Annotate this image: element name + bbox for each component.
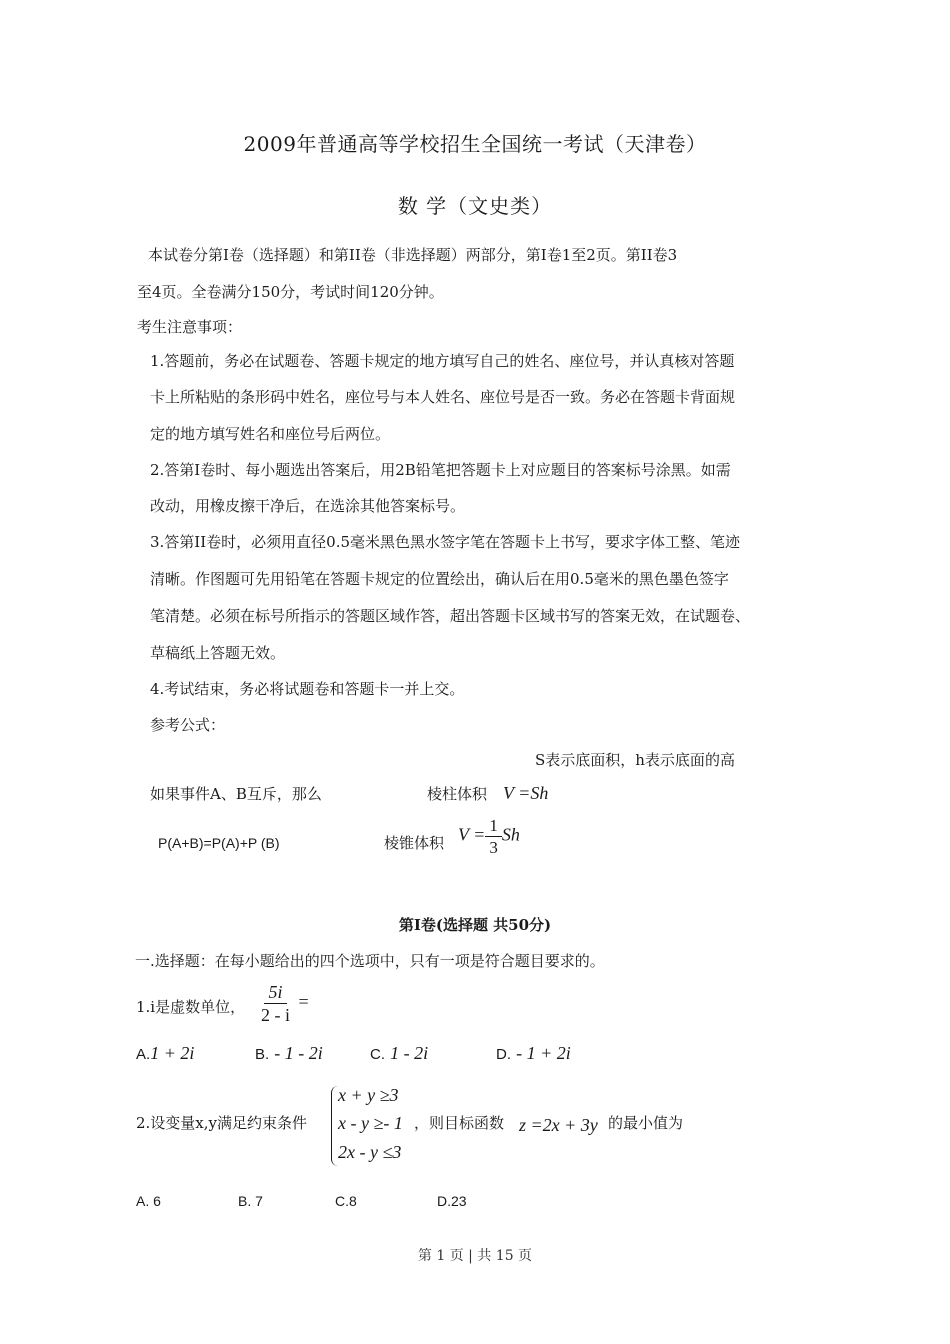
prism-label: 棱柱体积 (427, 785, 488, 803)
q2-constraint-1: x + y ≥3 (338, 1085, 399, 1105)
q2-stem: 2.设变量x,y满足约束条件 (136, 1114, 308, 1132)
mutex-formula: P(A+B)=P(A)+P (B) (158, 835, 280, 851)
q2-constraint-3: 2x - y ≤3 (338, 1142, 402, 1162)
q1-option-c-label: C. (370, 1046, 385, 1063)
notice-1-line-2: 卡上所粘贴的条形码中姓名，座位号与本人姓名、座位号是否一致。务必在答题卡背面规 (150, 388, 736, 406)
section-instruction: 一.选择题：在每小题给出的四个选项中，只有一项是符合题目要求的。 (135, 952, 605, 970)
pyramid-numerator: 1 (489, 816, 498, 835)
q2-option-d: D.23 (437, 1193, 467, 1209)
q1-option-a (136, 1043, 194, 1065)
notice-3-line-3: 笔清楚。必须在标号所指示的答题区域作答，超出答题卡区域书写的答案无效，在试题卷、 (150, 607, 751, 625)
q2-objective: z =2x + 3y (519, 1115, 598, 1135)
q1-denominator: 2 - i (261, 1005, 290, 1025)
pyramid-denominator: 3 (485, 836, 502, 856)
mutex-label: 如果事件A、B互斥，那么 (150, 785, 322, 803)
pyramid-fraction (485, 817, 502, 856)
notice-3-line-1: 3.答第II卷时，必须用直径0.5毫米黑色黑水签字笔在答题卡上书写，要求字体工整、笔迹 (150, 533, 741, 551)
q2-tail: 的最小值为 (608, 1114, 684, 1132)
q2-constraint-2: x - y ≥- 1 (338, 1113, 403, 1133)
notice-3-line-4: 草稿纸上答题无效。 (150, 644, 286, 662)
notice-4-line-1: 4.考试结束，务必将试题卷和答题卡一并上交。 (150, 680, 465, 698)
q1-option-d (496, 1043, 571, 1065)
exam-title: 2009年普通高等学校招生全国统一考试（天津卷） (243, 132, 707, 156)
q1-numerator: 5i (264, 983, 286, 1004)
q2-option-b: B. 7 (238, 1193, 263, 1209)
q1-option-a-value: 1 + 2i (150, 1043, 195, 1063)
q1-option-a-label: A. (136, 1046, 151, 1063)
pyramid-lhs: V = (458, 824, 486, 845)
q2-mid: ，则目标函数 (414, 1114, 505, 1132)
q1-frac (257, 983, 294, 1024)
intro-line-1: 本试卷分第I卷（选择题）和第II卷（非选择题）两部分，第I卷1至2页。第II卷3 (148, 246, 678, 264)
intro-line-2: 至4页。全卷满分150分，考试时间120分钟。 (137, 283, 444, 301)
q1-option-c (370, 1043, 428, 1065)
pyramid-formula (458, 817, 520, 856)
q1-equals: = (298, 991, 309, 1012)
notice-2-line-1: 2.答第I卷时、每小题选出答案后，用2B铅笔把答题卡上对应题目的答案标号涂黑。如需 (150, 461, 731, 479)
q1-stem: 1.i是虚数单位， (136, 998, 246, 1016)
notice-1-line-3: 定的地方填写姓名和座位号后两位。 (150, 425, 391, 443)
pyramid-label: 棱锥体积 (384, 834, 445, 852)
q1-option-b-label: B. (255, 1046, 270, 1063)
exam-subtitle: 数 学（文史类） (397, 194, 553, 218)
formula-note: S表示底面积，h表示底面的高 (535, 751, 735, 769)
page-indicator: 第 1 页 | 共 15 页 (417, 1248, 533, 1264)
notice-1-line-1: 1.答题前，务必在试题卷、答题卡规定的地方填写自己的姓名、座位号，并认真核对答题 (150, 352, 735, 370)
q1-option-c-value: 1 - 2i (390, 1043, 429, 1063)
q1-fraction (257, 983, 309, 1024)
q2-constraint-brace (331, 1086, 338, 1166)
q2-option-c: C.8 (335, 1193, 357, 1209)
q1-option-b-value: - 1 - 2i (274, 1043, 323, 1063)
q1-option-d-value: - 1 + 2i (516, 1043, 571, 1063)
q1-option-b (255, 1043, 323, 1065)
pyramid-rhs: Sh (501, 824, 520, 845)
notice-3-line-2: 清晰。作图题可先用铅笔在答题卡规定的位置绘出，确认后在用0.5毫米的黑色墨色签字 (150, 570, 729, 588)
prism-formula: V =Sh (503, 783, 549, 803)
notice-heading: 考生注意事项： (137, 318, 243, 336)
formula-heading: 参考公式： (150, 716, 226, 734)
section-title: 第I卷(选择题 共50分) (398, 916, 552, 934)
q2-option-a: A. 6 (136, 1193, 161, 1209)
q1-option-d-label: D. (496, 1046, 511, 1063)
notice-2-line-2: 改动，用橡皮擦干净后，在选涂其他答案标号。 (150, 497, 466, 515)
